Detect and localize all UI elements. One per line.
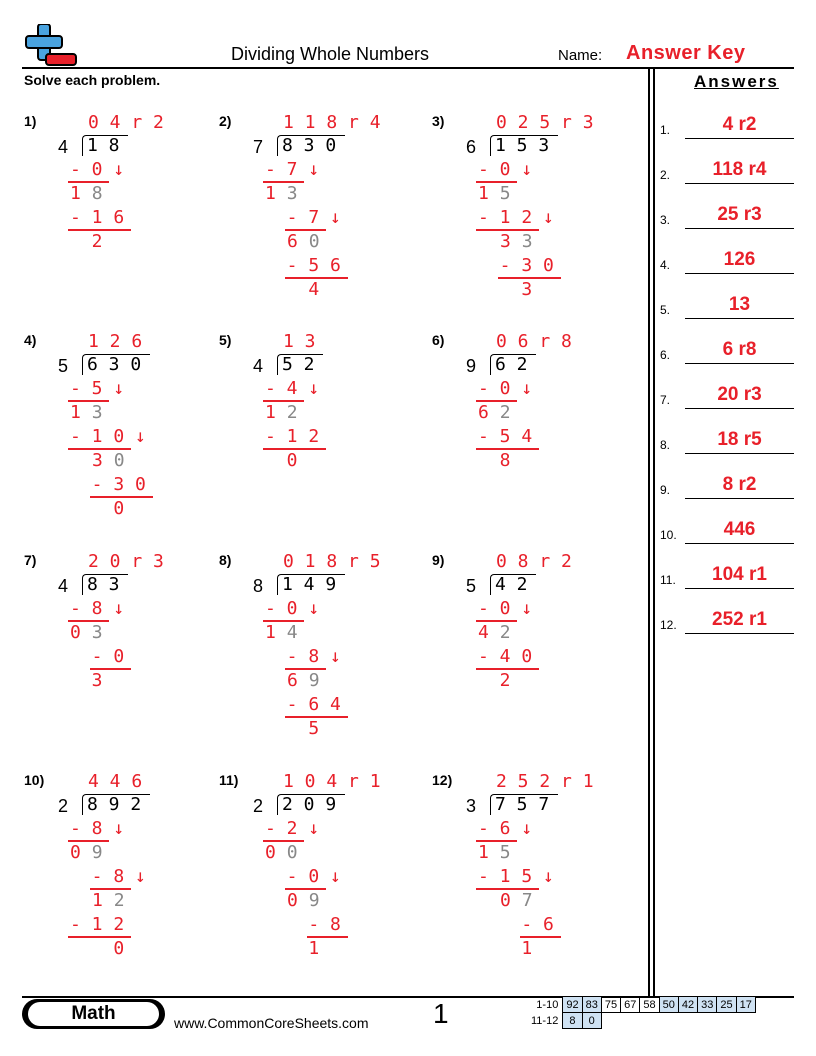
dividend: 2 0 9 (282, 794, 337, 815)
dividend: 1 5 3 (495, 135, 550, 156)
divisor: 8 (253, 576, 264, 596)
problem-number: 8) (219, 552, 232, 568)
quotient: 1 1 8 r 4 (283, 112, 381, 133)
divisor: 4 (58, 137, 69, 157)
answer-number: 8. (660, 438, 671, 452)
divisor: 2 (253, 796, 264, 816)
answer-number: 5. (660, 303, 671, 317)
answer-row (660, 467, 794, 499)
division-step: - 0 ↓ (265, 598, 320, 619)
answer-value: 126 (723, 249, 756, 270)
answers-heading: Answers (694, 72, 779, 91)
division-step: 2 (70, 231, 103, 252)
division-step: - 4 0 (478, 646, 533, 667)
quotient: 0 4 r 2 (88, 112, 164, 133)
problem-number: 6) (432, 332, 445, 348)
answer-line (685, 183, 794, 184)
answer-number: 6. (660, 348, 671, 362)
answer-row (660, 557, 794, 589)
problem-number: 5) (219, 332, 232, 348)
quotient: 0 1 8 r 5 (283, 551, 381, 572)
division-step: 3 (478, 279, 533, 300)
problem-number: 9) (432, 552, 445, 568)
answer-row (660, 242, 794, 274)
division-step: - 3 0 (70, 474, 146, 495)
score-range-label: 11-12 (531, 1014, 559, 1027)
division-step: 3 (70, 670, 103, 691)
quotient: 1 3 (283, 331, 316, 352)
website-link[interactable]: www.CommonCoreSheets.com (174, 1015, 369, 1031)
division-step: - 1 0 ↓ (70, 426, 146, 447)
division-step: - 5 ↓ (70, 378, 125, 399)
dividend: 6 3 0 (87, 354, 142, 375)
division-step: 4 (265, 279, 320, 300)
divisor: 4 (253, 356, 264, 376)
page-number: 1 (433, 998, 449, 1029)
division-step: 8 (478, 450, 511, 471)
score-row (528, 997, 755, 1013)
dividend: 1 8 (87, 135, 120, 156)
partial-remainder: 1 3 (70, 402, 103, 423)
quotient: 2 0 r 3 (88, 551, 164, 572)
answer-line (685, 363, 794, 364)
partial-remainder: 1 4 (265, 622, 298, 643)
division-step: - 8 ↓ (70, 866, 146, 887)
division-step: - 0 ↓ (70, 159, 125, 180)
division-step: - 7 ↓ (265, 159, 320, 180)
division-step: - 1 5 ↓ (478, 866, 554, 887)
answer-number: 7. (660, 393, 671, 407)
answer-number: 2. (660, 168, 671, 182)
division-step: - 6 ↓ (478, 818, 533, 839)
dividend: 6 2 (495, 354, 528, 375)
problem-number: 3) (432, 113, 445, 129)
answer-row (660, 512, 794, 544)
division-problem (432, 111, 622, 321)
score-cell: 50 (659, 997, 678, 1013)
answer-value: 13 (728, 294, 751, 315)
dividend: 8 3 0 (282, 135, 337, 156)
problem-number: 2) (219, 113, 232, 129)
answer-row (660, 152, 794, 184)
division-step: - 0 ↓ (478, 378, 533, 399)
answer-row (660, 377, 794, 409)
header-divider (22, 67, 794, 69)
partial-remainder: 6 2 (478, 402, 511, 423)
partial-remainder: 6 0 (287, 231, 320, 252)
answer-line (685, 408, 794, 409)
score-cell: 92 (563, 997, 582, 1013)
answer-line (685, 543, 794, 544)
subject-badge (22, 999, 165, 1029)
division-step: - 5 6 (265, 255, 341, 276)
dividend: 8 9 2 (87, 794, 142, 815)
dividend: 1 4 9 (282, 574, 337, 595)
quotient: 2 5 2 r 1 (496, 771, 594, 792)
division-step: - 2 ↓ (265, 818, 320, 839)
division-problem (219, 111, 409, 321)
score-row (528, 1013, 755, 1029)
score-cell: 75 (601, 997, 620, 1013)
divisor: 2 (58, 796, 69, 816)
division-step: - 0 ↓ (478, 159, 533, 180)
answer-value: 6 r8 (722, 339, 757, 360)
division-problem (24, 330, 214, 540)
score-cell: 0 (582, 1013, 601, 1029)
worksheet-title: Dividing Whole Numbers (230, 44, 430, 64)
partial-remainder: 3 3 (500, 231, 533, 252)
score-table (528, 996, 756, 1029)
score-cell: 58 (640, 997, 659, 1013)
divisor: 3 (466, 796, 477, 816)
answer-line (685, 318, 794, 319)
answer-value: 18 r5 (717, 429, 762, 450)
partial-remainder: 6 9 (287, 670, 320, 691)
division-problem (432, 550, 622, 760)
partial-remainder: 1 3 (265, 183, 298, 204)
division-step: - 0 ↓ (265, 866, 341, 887)
partial-remainder: 1 5 (478, 842, 511, 863)
partial-remainder: 1 2 (92, 890, 125, 911)
partial-remainder: 0 0 (265, 842, 298, 863)
division-problem (24, 770, 214, 980)
answer-number: 12. (660, 618, 677, 632)
division-step: - 6 (478, 914, 554, 935)
quotient: 0 2 5 r 3 (496, 112, 594, 133)
divisor: 5 (58, 356, 69, 376)
answer-row (660, 332, 794, 364)
answers-divider-inner (653, 67, 655, 997)
score-range-label: 1-10 (536, 998, 559, 1011)
quotient: 0 6 r 8 (496, 331, 572, 352)
answer-row (660, 197, 794, 229)
division-step: - 0 ↓ (478, 598, 533, 619)
dividend: 4 2 (495, 574, 528, 595)
partial-remainder: 0 9 (70, 842, 103, 863)
answer-number: 4. (660, 258, 671, 272)
problem-number: 11) (219, 772, 239, 788)
problem-number: 12) (432, 772, 453, 788)
instructions: Solve each problem. (24, 72, 161, 88)
score-cell: 67 (621, 997, 640, 1013)
division-step: 0 (70, 938, 125, 959)
division-step: - 8 ↓ (265, 646, 341, 667)
partial-remainder: 1 2 (265, 402, 298, 423)
division-step: - 1 2 ↓ (478, 207, 554, 228)
answer-number: 3. (660, 213, 671, 227)
answer-number: 9. (660, 483, 671, 497)
answer-line (685, 228, 794, 229)
answer-line (685, 138, 794, 139)
division-step: - 4 ↓ (265, 378, 320, 399)
partial-remainder: 0 9 (287, 890, 320, 911)
name-label: Name: (558, 47, 603, 64)
division-step: - 5 4 (478, 426, 533, 447)
partial-remainder: 1 5 (478, 183, 511, 204)
subject-label: Math (28, 1002, 159, 1026)
divisor: 4 (58, 576, 69, 596)
division-step: - 8 ↓ (70, 818, 125, 839)
division-step: 1 (478, 938, 533, 959)
answer-value: 4 r2 (722, 114, 757, 135)
answer-line (685, 633, 794, 634)
division-step: - 7 ↓ (265, 207, 341, 228)
partial-remainder: 1 8 (70, 183, 103, 204)
partial-remainder: 4 2 (478, 622, 511, 643)
division-step: - 0 (70, 646, 125, 667)
answer-row (660, 107, 794, 139)
score-cell: 33 (698, 997, 717, 1013)
answer-key-label: Answer Key (626, 42, 746, 64)
score-cell: 17 (736, 997, 755, 1013)
quotient: 1 0 4 r 1 (283, 771, 381, 792)
divisor: 5 (466, 576, 477, 596)
division-step: 2 (478, 670, 511, 691)
answer-line (685, 498, 794, 499)
division-step: - 3 0 (478, 255, 554, 276)
division-step: - 1 2 (70, 914, 125, 935)
partial-remainder: 0 7 (500, 890, 533, 911)
divisor: 6 (466, 137, 477, 157)
answers-divider (648, 67, 650, 997)
answer-value: 25 r3 (717, 204, 762, 225)
division-problem (432, 770, 622, 980)
score-cell: 42 (678, 997, 697, 1013)
divisor: 7 (253, 137, 264, 157)
answer-value: 8 r2 (722, 474, 757, 495)
divisor: 9 (466, 356, 477, 376)
problem-number: 1) (24, 113, 37, 129)
division-step: 0 (70, 498, 125, 519)
dividend: 5 2 (282, 354, 315, 375)
division-problem (219, 550, 409, 760)
division-problem (219, 770, 409, 980)
answer-row (660, 602, 794, 634)
division-step: - 8 (265, 914, 341, 935)
answer-line (685, 273, 794, 274)
answer-number: 11. (660, 573, 676, 587)
partial-remainder: 3 0 (92, 450, 125, 471)
score-cell: 8 (563, 1013, 582, 1029)
division-problem (219, 330, 409, 540)
answer-row (660, 422, 794, 454)
dividend: 8 3 (87, 574, 120, 595)
problem-number: 10) (24, 772, 45, 788)
answer-value: 252 r1 (712, 609, 767, 630)
quotient: 0 8 r 2 (496, 551, 572, 572)
division-step: - 6 4 (265, 694, 341, 715)
division-problem (24, 111, 214, 321)
answer-value: 446 (723, 519, 756, 540)
answer-line (685, 588, 794, 589)
division-step: - 1 6 (70, 207, 125, 228)
answer-value: 20 r3 (717, 384, 762, 405)
answer-value: 118 r4 (712, 159, 767, 180)
quotient: 1 2 6 (88, 331, 143, 352)
dividend: 7 5 7 (495, 794, 550, 815)
answer-number: 1. (660, 123, 671, 137)
division-problem (24, 550, 214, 760)
division-step: 5 (265, 718, 320, 739)
division-step: - 1 2 (265, 426, 320, 447)
answer-row (660, 287, 794, 319)
division-problem (432, 330, 622, 540)
division-step: 1 (265, 938, 320, 959)
quotient: 4 4 6 (88, 771, 143, 792)
score-cell: 25 (717, 997, 736, 1013)
answer-value: 104 r1 (712, 564, 767, 585)
answer-line (685, 453, 794, 454)
answer-number: 10. (660, 528, 677, 542)
problem-number: 4) (24, 332, 37, 348)
division-step: - 8 ↓ (70, 598, 125, 619)
division-step: 0 (265, 450, 298, 471)
partial-remainder: 0 3 (70, 622, 103, 643)
score-cell: 83 (582, 997, 601, 1013)
problem-number: 7) (24, 552, 37, 568)
